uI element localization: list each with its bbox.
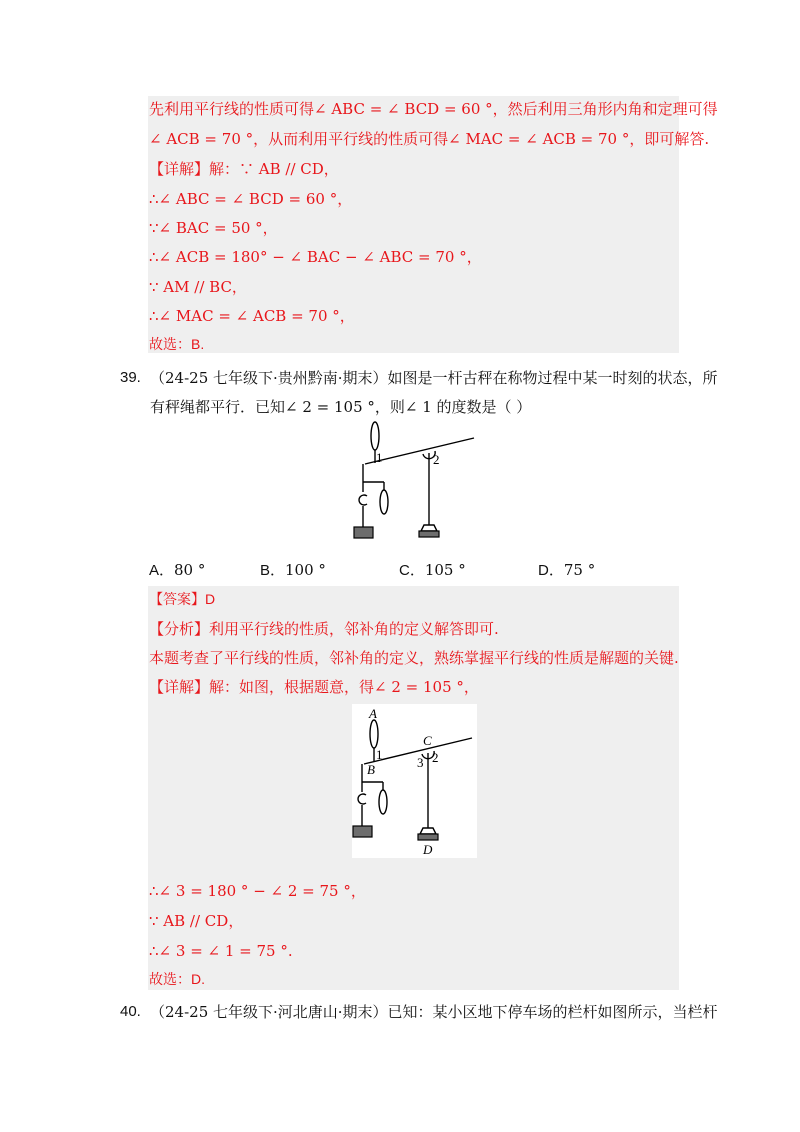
- point-c-label: C: [423, 733, 432, 748]
- detail-line: 【详解】解：如图，根据题意，得∠ 2 = 105 °，: [149, 678, 479, 696]
- solution-line: ∴∠ MAC = ∠ ACB = 70 °，: [149, 307, 355, 325]
- question-number: 40.: [120, 1003, 141, 1020]
- solution-line: ∵ AM // BC，: [149, 278, 247, 296]
- point-a-label: A: [369, 706, 377, 721]
- analysis-line: 【分析】利用平行线的性质，邻补角的定义解答即可.: [149, 620, 499, 638]
- choice-letter: C．: [399, 562, 425, 579]
- choice-a[interactable]: [149, 560, 205, 581]
- solution-line: ∴∠ ACB = 180° − ∠ BAC − ∠ ABC = 70 °，: [149, 248, 482, 266]
- step-line: ∴∠ 3 = 180 ° − ∠ 2 = 75 °，: [149, 882, 366, 900]
- answer-line: 【答案】D: [149, 591, 216, 607]
- choose-line: 故选：D.: [149, 971, 205, 987]
- summary-line: 本题考查了平行线的性质，邻补角的定义，熟练掌握平行线的性质是解题的关键.: [149, 649, 679, 667]
- angle-1-label: 1: [376, 747, 383, 762]
- angle-1-label: 1: [376, 450, 383, 465]
- angle-2-label: 2: [432, 750, 439, 765]
- solution-line: ∴∠ ABC = ∠ BCD = 60 °，: [149, 190, 353, 208]
- step-line: ∴∠ 3 = ∠ 1 = 75 °.: [149, 942, 293, 960]
- choice-c[interactable]: [399, 560, 466, 581]
- solution-line: ∵∠ BAC = 50 °，: [149, 219, 278, 237]
- question-number: 39.: [120, 369, 141, 386]
- angle-2-label: 2: [433, 452, 440, 467]
- choice-letter: A．: [149, 562, 175, 579]
- choice-d[interactable]: [538, 560, 595, 581]
- point-d-label: D: [423, 842, 433, 857]
- angle-3-label: 3: [417, 755, 424, 770]
- choice-b[interactable]: [260, 560, 326, 581]
- question-text: 有秤绳都平行．已知∠ 2 = 105 °，则∠ 1 的度数是（ ）: [150, 398, 532, 416]
- step-line: ∵ AB // CD，: [149, 912, 244, 930]
- question-text: （24-25 七年级下·河北唐山·期末）已知：某小区地下停车场的栏杆如图所示，当栏杆: [150, 1003, 718, 1021]
- choose-line: 故选：B.: [149, 336, 205, 352]
- solution-line: 先利用平行线的性质可得∠ ABC = ∠ BCD = 60 °，然后利用三角形内角和定理可得: [149, 100, 718, 118]
- choice-value: 80 °: [174, 561, 206, 579]
- solution-line: ∠ ACB = 70 °，从而利用平行线的性质可得∠ MAC = ∠ ACB = 70 °，即可解答.: [149, 130, 710, 148]
- solution-line: 【详解】解：∵ AB // CD，: [149, 160, 339, 178]
- choice-value: 100 °: [285, 561, 326, 579]
- choice-letter: B．: [260, 562, 286, 579]
- point-b-label: B: [367, 762, 375, 777]
- steelyard-labeled-figure: [352, 704, 477, 858]
- steelyard-figure: [340, 420, 480, 545]
- question-text: （24-25 七年级下·贵州黔南·期末）如图是一杆古秤在称物过程中某一时刻的状态，所: [150, 369, 718, 387]
- choice-value: 75 °: [563, 561, 596, 579]
- choice-letter: D．: [538, 562, 564, 579]
- choice-value: 105 °: [424, 561, 466, 579]
